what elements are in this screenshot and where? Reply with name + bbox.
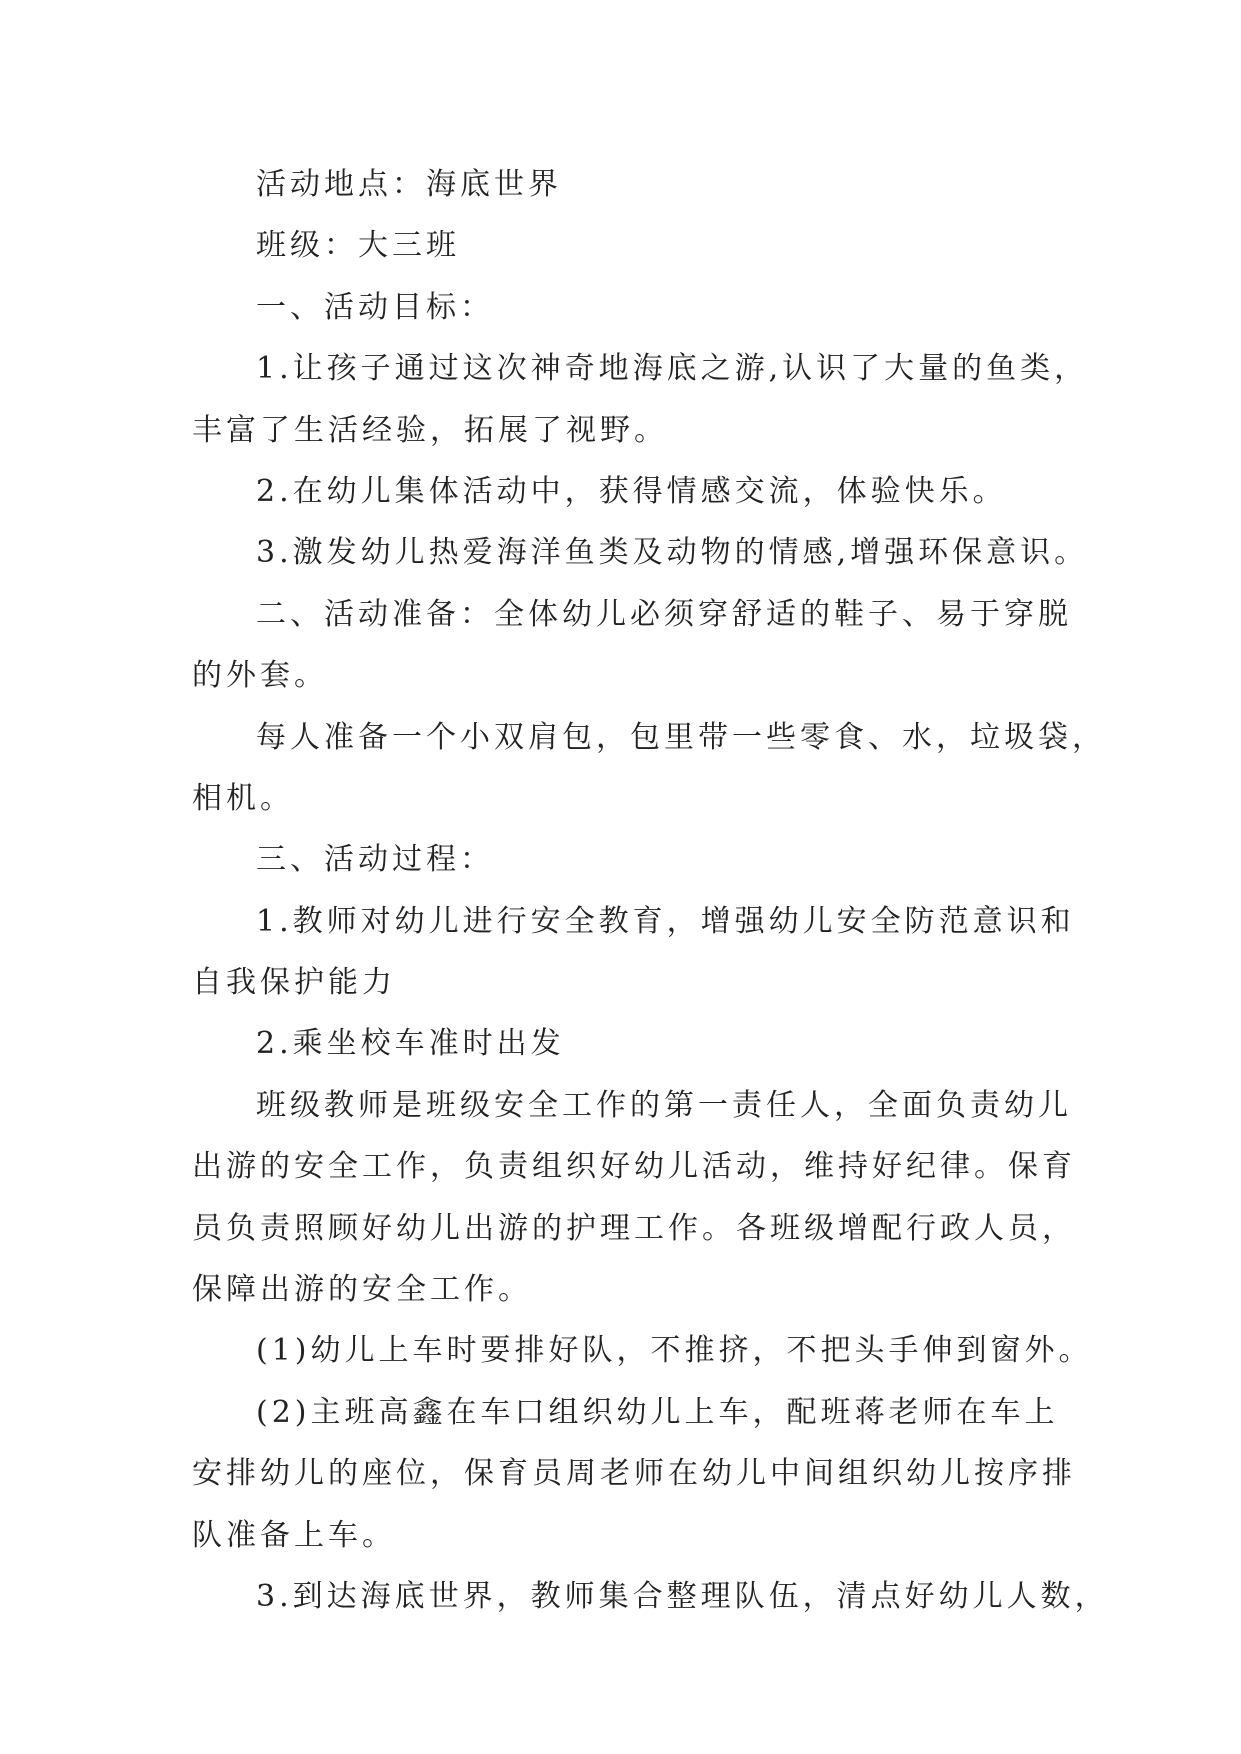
- paragraph-continuation-line: 自我保护能力: [192, 965, 396, 1001]
- paragraph-start-line: 2.乘坐校车准时出发: [256, 1026, 565, 1062]
- paragraph-start-line: (2)主班高鑫在车口组织幼儿上车，配班蒋老师在车上: [256, 1394, 1059, 1430]
- paragraph-continuation-line: 的外套。: [192, 658, 328, 694]
- paragraph-start-line: 活动地点：海底世界: [256, 167, 562, 202]
- paragraph-continuation-line: 保障出游的安全工作。: [192, 1272, 532, 1308]
- paragraph-start-line: 3.激发幼儿热爱海洋鱼类及动物的情感,增强环保意识。: [256, 535, 1089, 571]
- paragraph-start-line: 2.在幼儿集体活动中，获得情感交流，体验快乐。: [256, 473, 1007, 509]
- paragraph-continuation-line: 相机。: [192, 780, 294, 816]
- paragraph-start-line: 1.教师对幼儿进行安全教育，增强幼儿安全防范意识和: [256, 903, 1075, 939]
- paragraph-start-line: 3.到达海底世界，教师集合整理队伍，清点好幼儿人数，: [256, 1578, 1109, 1614]
- document-body: [192, 154, 1109, 1627]
- paragraph-continuation-line: 丰富了生活经验，拓展了视野。: [192, 412, 668, 448]
- paragraph-start-line: 一、活动目标：: [256, 289, 494, 325]
- paragraph-start-line: 二、活动准备：全体幼儿必须穿舒适的鞋子、易于穿脱: [256, 596, 1072, 632]
- paragraph-start-line: 班级：大三班: [256, 228, 460, 264]
- paragraph-continuation-line: 出游的安全工作，负责组织好幼儿活动，维持好纪律。保育: [192, 1149, 1076, 1185]
- paragraph-continuation-line: 队准备上车。: [192, 1517, 396, 1553]
- paragraph-continuation-line: 员负责照顾好幼儿出游的护理工作。各班级增配行政人员，: [192, 1210, 1076, 1246]
- paragraph-start-line: 每人准备一个小双肩包，包里带一些零食、水，垃圾袋，: [256, 719, 1106, 755]
- paragraph-start-line: (1)幼儿上车时要排好队，不推挤，不把头手伸到窗外。: [256, 1333, 1093, 1369]
- paragraph-start-line: 三、活动过程：: [256, 842, 494, 878]
- paragraph-continuation-line: 安排幼儿的座位，保育员周老师在幼儿中间组织幼儿按序排: [192, 1456, 1076, 1492]
- paragraph-start-line: 1.让孩子通过这次神奇地海底之游,认识了大量的鱼类，: [256, 351, 1089, 387]
- paragraph-start-line: 班级教师是班级安全工作的第一责任人，全面负责幼儿: [256, 1087, 1072, 1123]
